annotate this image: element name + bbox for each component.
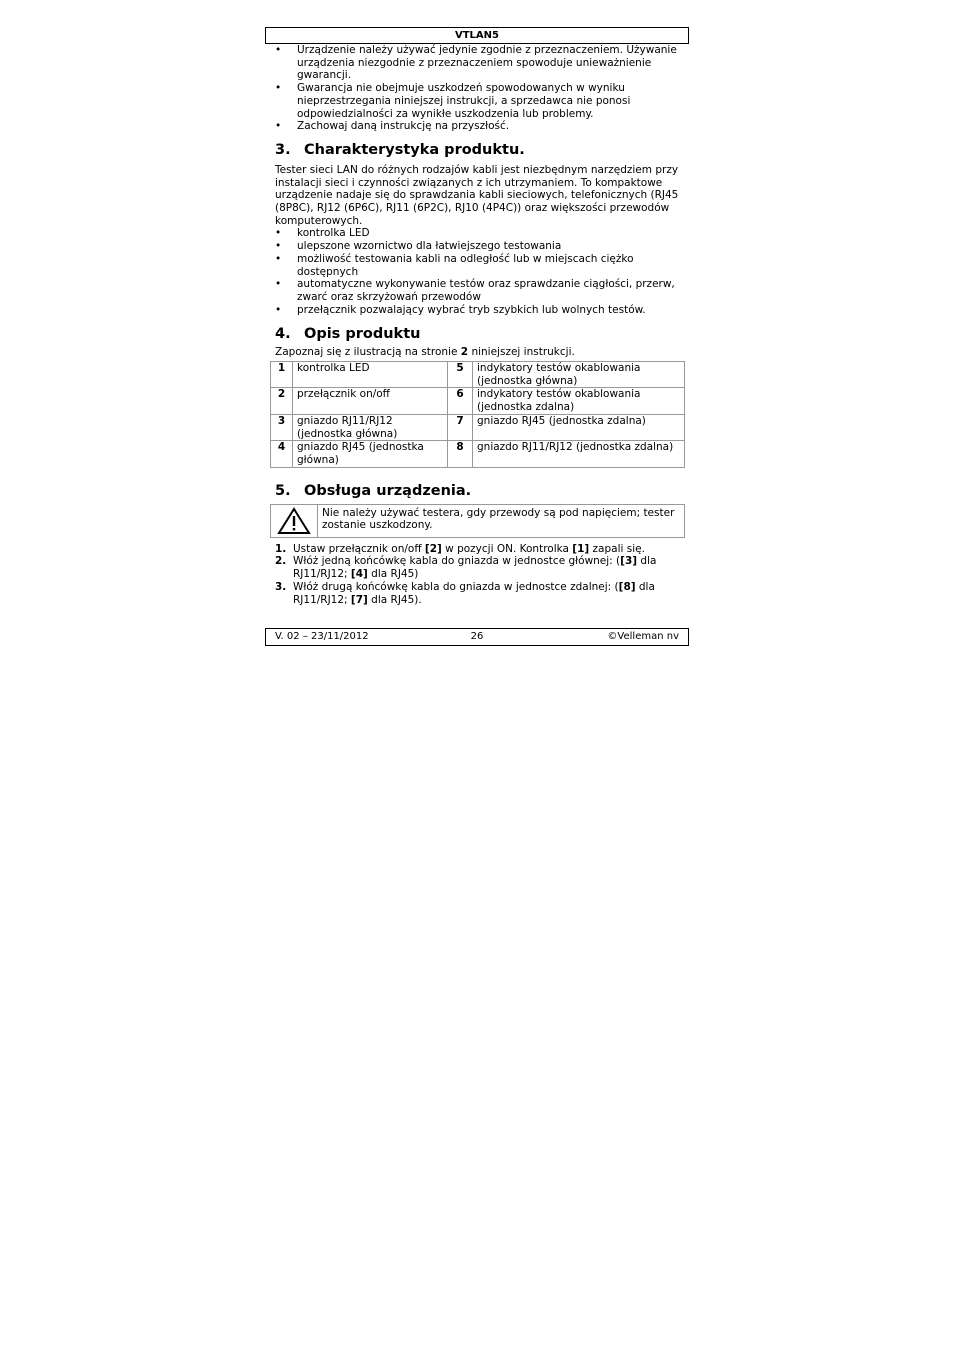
section-3-heading: 3. Charakterystyka produktu. bbox=[275, 141, 525, 158]
list-item: • ulepszone wzornictwo dla łatwiejszego testowania bbox=[275, 240, 562, 253]
list-item: • automatyczne wykonywanie testów oraz sprawdzanie ciągłości, przerw, zwarć oraz skrzyżowań przewodów bbox=[275, 278, 675, 303]
bullet-icon: • bbox=[275, 44, 282, 56]
bullet-icon: • bbox=[275, 82, 282, 95]
manual-page bbox=[265, 27, 689, 606]
parts-table bbox=[270, 361, 685, 468]
list-item: 3. Włóż drugą końcówkę kabla do gniazda w jednostce zdalnej: ([8] dla RJ11/RJ12; [7] dla RJ45). bbox=[275, 580, 655, 606]
list-item: • Urządzenie należy używać jedynie zgodnie z przeznaczeniem. Używanie urządzenia niezgodnie z przeznaczeniem spowoduje unieważnienie gwarancji. bbox=[275, 44, 677, 82]
list-item: • kontrolka LED bbox=[275, 227, 370, 240]
list-item: • Gwarancja nie obejmuje uszkodzeń spowodowanych w wyniku nieprzestrzegania niniejszej instrukcji, a sprzedawca nie ponosi odpowiedzialności za wynikłe uszkodzenia lub problemy. bbox=[275, 82, 631, 120]
table-row: 2 przełącznik on/off 6 indykatory testów okablowania (jednostka zdalna) bbox=[271, 388, 685, 414]
steps-list bbox=[275, 543, 684, 607]
table-row: 4 gniazdo RJ45 (jednostka główna) 8 gniazdo RJ11/RJ12 (jednostka zdalna) bbox=[271, 441, 685, 467]
safety-bullet-list bbox=[275, 44, 684, 133]
list-item: 2. Włóż jedną końcówkę kabla do gniazda w jednostce głównej: ([3] dla RJ11/RJ12; [4] dla RJ45) bbox=[275, 555, 657, 581]
bullet-icon: • bbox=[275, 252, 282, 265]
footer-copyright: ©Velleman nv bbox=[607, 631, 679, 642]
bullet-icon: • bbox=[275, 303, 282, 316]
section-4-intro: Zapoznaj się z ilustracją na stronie 2 niniejszej instrukcji. bbox=[275, 346, 575, 359]
footer-version: V. 02 – 23/11/2012 bbox=[275, 631, 369, 642]
bullet-icon: • bbox=[275, 278, 282, 291]
bullet-icon: • bbox=[275, 120, 282, 133]
section-5-heading: 5. Obsługa urządzenia. bbox=[275, 482, 472, 499]
warning-text: Nie należy używać testera, gdy przewody są pod napięciem; tester zostanie uszkodzony. bbox=[322, 506, 675, 532]
header-title: VTLAN5 bbox=[455, 30, 499, 41]
bullet-icon: • bbox=[275, 227, 282, 240]
page-header bbox=[265, 27, 689, 44]
list-item: • przełącznik pozwalający wybrać tryb szybkich lub wolnych testów. bbox=[275, 303, 646, 316]
page-content bbox=[265, 44, 689, 606]
list-item: • Zachowaj daną instrukcję na przyszłość. bbox=[275, 120, 510, 133]
list-item: 1. Ustaw przełącznik on/off [2] w pozycji ON. Kontrolka [1] zapali się. bbox=[275, 542, 645, 555]
list-item: • możliwość testowania kabli na odległość lub w miejscach ciężko dostępnych bbox=[275, 252, 634, 278]
page-footer bbox=[265, 628, 689, 646]
table-row: 3 gniazdo RJ11/RJ12 (jednostka główna) 7 gniazdo RJ45 (jednostka zdalna) bbox=[271, 414, 685, 440]
section-4-heading: 4. Opis produktu bbox=[275, 326, 421, 343]
bullet-icon: • bbox=[275, 240, 282, 253]
table-row: 1 kontrolka LED 5 indykatory testów okablowania (jednostka główna) bbox=[271, 362, 685, 388]
warning-icon bbox=[271, 505, 318, 537]
features-list bbox=[275, 227, 684, 316]
section-3-paragraph: Tester sieci LAN do różnych rodzajów kabli jest niezbędnym narzędziem przy instalacji sieci i czynności związanych z ich utrzymaniem. To kompaktowe urządzenie nadaje się do sprawdzania kabli sieciowych, telefonicznych (RJ45 (8P8C), RJ12 (6P6C), RJ11 (6P2C), RJ10 (4P4C)) oraz większości przewodów komputerowych. bbox=[275, 163, 679, 227]
warning-box bbox=[270, 504, 685, 538]
footer-page-number: 26 bbox=[470, 631, 484, 642]
